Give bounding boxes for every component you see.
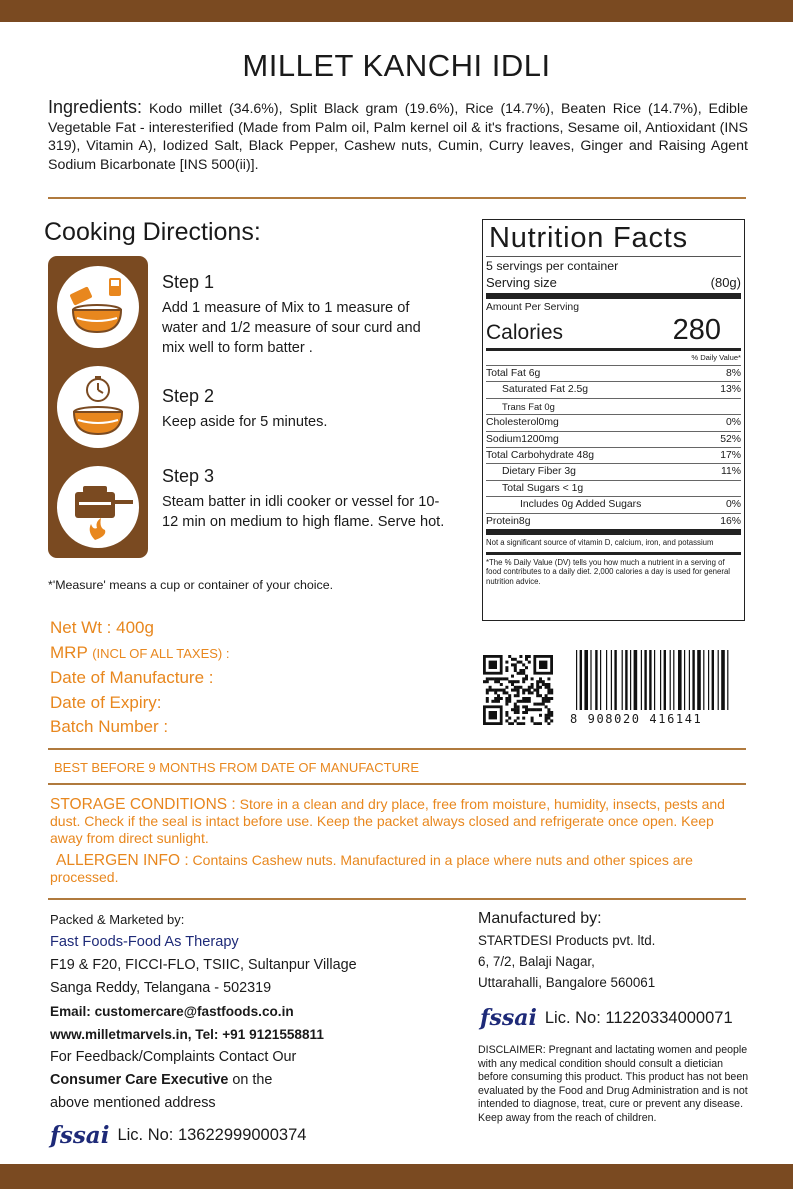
ingredients-text: Kodo millet (34.6%), Split Black gram (19.6%), Rice (14.7%), Beaten Rice (14.7%), Edible Vegetable Fat - interesterified (Made from Palm oil, Palm kernel oil & it's fractions, Sesame oil, Antioxidant (INS 319), Vitamin A), Iodized Salt, Black Pepper, Cashew nuts, Cumin, Curry leaves, Ginger and Raising Agent Sodium Bicarbonate [INS 500(ii)]. [48, 101, 748, 173]
nutrient-dv: 11% [720, 466, 741, 478]
barcode-bar [664, 650, 666, 710]
barcode-bar [703, 650, 704, 710]
barcode-bar [673, 650, 674, 710]
packer-feedback-3: above mentioned address [50, 1095, 216, 1111]
mixing-bowl-icon [57, 266, 139, 348]
top-band [0, 0, 793, 22]
manufacturer-address-1: 6, 7/2, Balaji Nagar, [478, 954, 595, 969]
barcode-bar [721, 650, 725, 710]
nutrient-label: Sodium1200mg [486, 433, 559, 445]
cooking-icon-strip [48, 256, 148, 558]
product-title: MILLET KANCHI IDLI [242, 48, 551, 83]
divider-ingredients [48, 197, 746, 199]
date-of-manufacture: Date of Manufacture : [50, 668, 214, 687]
daily-value-header: % Daily Value* [691, 353, 741, 362]
barcode-bar [660, 650, 661, 710]
barcode-bar [678, 650, 682, 710]
packer-address-1: F19 & F20, FICCI-FLO, TSIIC, Sultanpur Village [50, 957, 357, 973]
nutrient-dv: 0% [725, 499, 741, 511]
packer-address-2: Sanga Reddy, Telangana - 502319 [50, 980, 272, 996]
step-3-title: Step 3 [162, 466, 215, 486]
barcode-bar [689, 650, 690, 710]
storage-text: Store in a clean and dry place, free from moisture, humidity, insects, pests and dust. Check if the seal is intact before use. Keep the packet always closed and refrigerate once open. Keep away from direct sunlight. [50, 796, 725, 846]
fssai-logo: fssai [480, 1005, 537, 1031]
barcode-bar [670, 650, 671, 710]
nutrient-dv: 8% [725, 368, 741, 379]
barcode-bar [644, 650, 646, 710]
barcode-bar [606, 650, 607, 710]
consumer-care-text: Consumer Care Executive [50, 1072, 229, 1088]
nutrient-row [486, 381, 741, 397]
step-1-text: Add 1 measure of Mix to 1 measure of water and 1/2 measure of sour curd and mix well to form batter . [162, 300, 421, 356]
step-3-text: Steam batter in idli cooker or vessel for 10-12 min on medium to high flame. Serve hot. [162, 494, 445, 530]
nutrient-dv: 52% [720, 433, 741, 445]
step-2-title: Step 2 [162, 386, 215, 406]
nutrient-row [486, 414, 741, 430]
nutrient-label: Saturated Fat 2.5g [502, 384, 589, 396]
disclaimer: DISCLAIMER: Pregnant and lactating women and people with any medical condition should consult a dietician before consuming this product. This product has not been evaluated by the Food and Drug Administration and is not intended to diagnose, treat, cure or prevent any disease. Keep away from the reach of children. [478, 1044, 749, 1124]
barcode-bar [641, 650, 642, 710]
allergen-info [50, 852, 740, 886]
manufacturer-license: Lic. No: 11220334000071 [544, 1008, 733, 1027]
allergen-text: Contains Cashew nuts. Manufactured in a place where nuts and other spices are processed. [50, 852, 693, 885]
nutrient-label: Includes 0g Added Sugars [520, 499, 642, 511]
best-before: BEST BEFORE 9 MONTHS FROM DATE OF MANUFACTURE [54, 760, 419, 775]
serving-size-label: Serving size [486, 275, 557, 290]
nutrient-dv: 16% [720, 515, 741, 527]
nutrition-title: Nutrition Facts [489, 222, 688, 254]
step-1-title: Step 1 [162, 272, 215, 292]
barcode-bar [590, 650, 591, 710]
barcode-bar [708, 650, 709, 710]
calories-label: Calories [486, 321, 564, 344]
nutrient-label: Dietary Fiber 3g [502, 466, 576, 478]
barcode-bar [600, 650, 601, 710]
cooking-step-1 [162, 272, 447, 358]
cooking-heading: Cooking Directions: [44, 218, 261, 246]
cooking-step-3 [162, 466, 447, 532]
step-2-text: Keep aside for 5 minutes. [162, 414, 328, 430]
barcode-bar [697, 650, 701, 710]
calories-value: 280 [672, 314, 721, 346]
manufacturer-address-2: Uttarahalli, Bangalore 560061 [478, 975, 656, 990]
barcode-number: 8 908020 416141 [570, 712, 703, 726]
steamer-flame-icon [57, 466, 139, 548]
timer-bowl-icon [57, 366, 139, 448]
barcode-bar [614, 650, 616, 710]
ingredients-block [48, 98, 748, 174]
packer-feedback-2 [50, 1069, 450, 1092]
mrp-label: MRP [50, 643, 88, 662]
barcode-bar [630, 650, 631, 710]
mrp-line [50, 643, 229, 663]
feedback-suffix: on the [228, 1072, 273, 1088]
batch-number: Batch Number : [50, 717, 169, 736]
nutrient-dv: 13% [720, 384, 741, 396]
nutrient-row [486, 496, 741, 512]
nutrient-label: Total Carbohydrate 48g [486, 449, 595, 461]
barcode [570, 650, 746, 730]
nutrient-row [486, 463, 741, 479]
packer-email: Email: customercare@fastfoods.co.in [50, 1004, 294, 1019]
storage-label: STORAGE CONDITIONS : [50, 796, 236, 813]
bottom-band [0, 1164, 793, 1189]
amount-per-serving: Amount Per Serving [486, 302, 579, 313]
barcode-bar [611, 650, 612, 710]
barcode-bar [718, 650, 719, 710]
date-of-expiry: Date of Expiry: [50, 693, 162, 712]
nutrient-row [486, 513, 741, 529]
nutrient-row [486, 398, 741, 414]
packer-feedback-1: For Feedback/Complaints Contact Our [50, 1049, 297, 1065]
packer-heading: Packed & Marketed by: [50, 912, 185, 927]
manufacturer-heading: Manufactured by: [478, 910, 602, 927]
ingredients-label: Ingredients: [48, 97, 143, 117]
barcode-bar [580, 650, 582, 710]
nutrient-label: Protein8g [486, 515, 531, 527]
manufacturer-block [478, 908, 750, 993]
packer-license-row [50, 1122, 306, 1149]
fssai-logo: fssai [50, 1122, 110, 1149]
nutrition-facts-panel [482, 219, 745, 621]
nutrient-row [486, 365, 741, 381]
nutrient-dv: 17% [720, 449, 741, 461]
packer-web: www.milletmarvels.in, Tel: +91 9121558811 [50, 1027, 324, 1042]
barcode-bar [625, 650, 627, 710]
nutrient-label: Total Fat 6g [486, 368, 541, 379]
barcode-bar [654, 650, 655, 710]
divider-storage [48, 898, 746, 900]
manufacturer-license-row [480, 1005, 733, 1031]
barcode-bar [649, 650, 651, 710]
servings-per-container: 5 servings per container [486, 259, 619, 273]
packer-block [50, 910, 450, 1115]
serving-size-value: (80g) [710, 275, 741, 290]
packer-license: Lic. No: 13622999000374 [117, 1126, 307, 1144]
serving-size-row [486, 274, 741, 293]
barcode-bar [634, 650, 638, 710]
nutrient-row [486, 447, 741, 463]
nutrient-label: Total Sugars < 1g [502, 482, 584, 494]
barcode-bar [595, 650, 597, 710]
nutrient-dv: 0% [725, 417, 741, 429]
barcode-bar [684, 650, 685, 710]
divider-best-before [48, 783, 746, 785]
vitamins-note: Not a significant source of vitamin D, calcium, iron, and potassium [486, 537, 714, 547]
calories-row [486, 314, 741, 344]
manufacturer-name: STARTDESI Products pvt. ltd. [478, 933, 656, 948]
barcode-bar [622, 650, 623, 710]
cooking-step-2 [162, 386, 447, 432]
barcode-bar [576, 650, 577, 710]
barcode-bar [727, 650, 728, 710]
barcode-bar [692, 650, 694, 710]
net-weight: Net Wt : 400g [50, 618, 154, 637]
barcode-bar [712, 650, 714, 710]
packer-name: Fast Foods-Food As Therapy [50, 934, 239, 950]
allergen-label: ALLERGEN INFO : [56, 852, 189, 869]
nutrient-row [486, 431, 741, 447]
nutrient-label: Trans Fat 0g [502, 400, 555, 412]
nutrient-row [486, 480, 741, 496]
measure-footnote: *'Measure' means a cup or container of your choice. [48, 578, 334, 592]
barcode-bar [584, 650, 588, 710]
divider-batch [48, 748, 746, 750]
qr-code [483, 655, 556, 725]
mrp-note: (INCL OF ALL TAXES) : [92, 646, 230, 661]
storage-conditions [50, 796, 740, 847]
nutrient-label: Cholesterol0mg [486, 417, 559, 429]
daily-value-note: *The % Daily Value (DV) tells you how much a nutrient in a serving of food contributes to a daily diet. 2,000 calories a day is used for general nutrition advice. [486, 557, 731, 586]
